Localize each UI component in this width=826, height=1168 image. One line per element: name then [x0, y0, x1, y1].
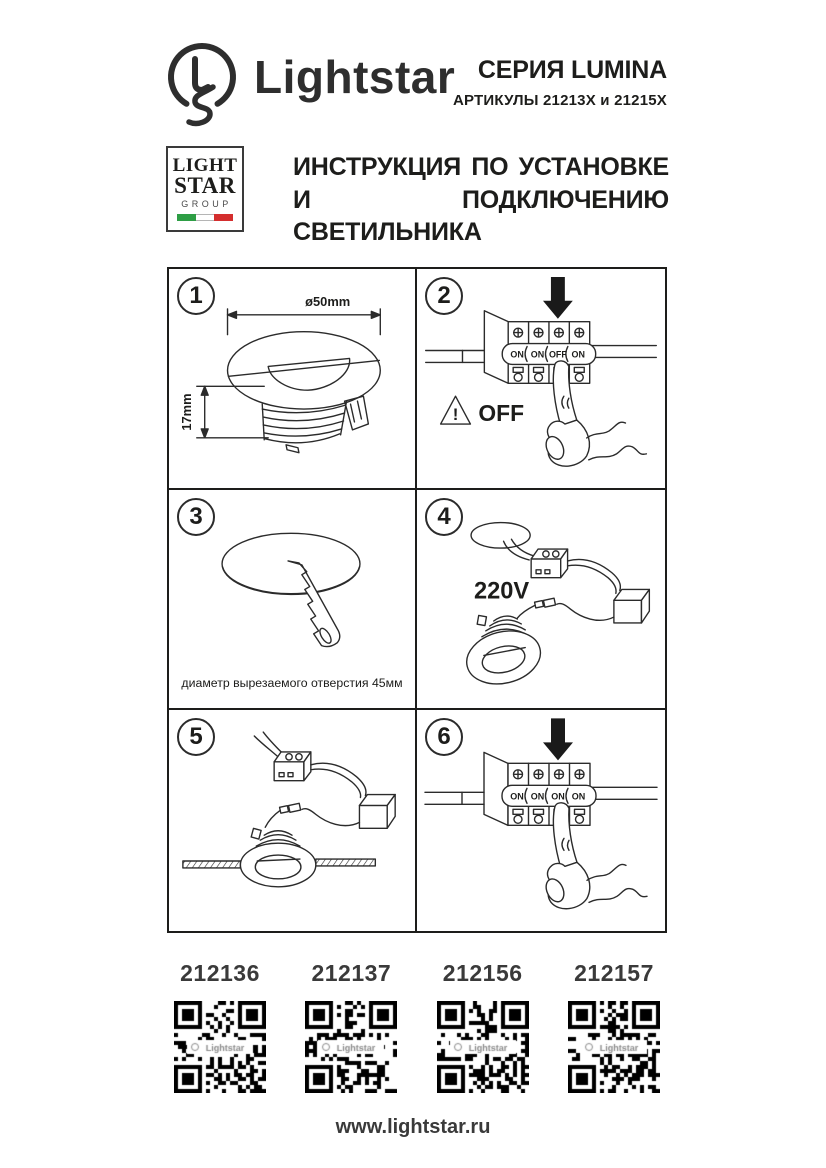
ceiling-hatch-right: [316, 859, 376, 866]
title-line-1: ИНСТРУКЦИЯ ПО УСТАНОВКЕ: [293, 153, 669, 181]
step-5-panel: [169, 710, 417, 931]
lsg-star: STAR: [174, 172, 236, 198]
breaker-label: ON: [510, 349, 524, 360]
driver-box: [359, 795, 395, 829]
steps-grid: [167, 267, 667, 933]
qr-item: [163, 960, 277, 1093]
website-url: www.lightstar.ru: [335, 1116, 491, 1138]
wire-connector: [289, 804, 301, 813]
fixture: [461, 615, 546, 691]
qr-item: [294, 960, 408, 1093]
ceiling-hole: [471, 522, 530, 548]
italian-flag-bar: [177, 214, 233, 221]
step-number-badge: 1: [177, 277, 215, 315]
qr-code: [305, 1001, 397, 1093]
step-number-badge: 4: [425, 498, 463, 536]
qr-item: [557, 960, 671, 1093]
qr-item: [426, 960, 540, 1093]
brand-wordmark: Lightstar: [254, 51, 456, 103]
step-number-badge: 5: [177, 718, 215, 756]
down-arrow-icon: [543, 277, 573, 319]
breaker-label: OFF: [548, 349, 567, 360]
series-block: [453, 56, 667, 109]
lsg-group: GROUP: [181, 199, 232, 210]
step-number-badge: 2: [425, 277, 463, 315]
breaker-label: ON: [571, 791, 586, 802]
article-numbers: АРТИКУЛЫ 21213X и 21215X: [452, 92, 667, 109]
qr-section: [163, 960, 671, 1093]
wire-connector: [543, 598, 555, 607]
series-title: СЕРИЯ LUMINA: [477, 56, 667, 84]
article-number: 212137: [311, 960, 392, 986]
breaker-label: ON: [551, 791, 565, 802]
lightstar-bulb-icon: [157, 36, 253, 134]
saw-blade: [288, 561, 340, 647]
warning-off: [441, 396, 524, 426]
page-title: [293, 151, 669, 249]
article-number: 212157: [574, 960, 654, 986]
driver-box: [614, 589, 649, 622]
qr-code: [437, 1001, 529, 1093]
lsg-light: LIGHT: [172, 154, 238, 176]
qr-code: [174, 1001, 266, 1093]
step-2-panel: [417, 269, 665, 490]
step-4-panel: [417, 490, 665, 711]
article-number: 212156: [442, 960, 523, 986]
terminal-block: [274, 752, 311, 781]
breaker-label: ON: [530, 349, 545, 360]
height-dimension-label: 17mm: [178, 393, 194, 431]
step-number-badge: 6: [425, 718, 463, 756]
off-label: OFF: [478, 400, 525, 427]
step-3-panel: [169, 490, 417, 711]
cutout-caption: диаметр вырезаемого отверстия 45мм: [181, 675, 403, 690]
title-line-2: И ПОДКЛЮЧЕНИЮ СВЕТИЛЬНИКА: [293, 185, 669, 246]
step-number-badge: 3: [177, 498, 215, 536]
ceiling-hatch-left: [183, 861, 241, 868]
step-6-panel: [417, 710, 665, 931]
lightstar-group-logo: [166, 146, 244, 232]
diameter-dimension-label: ø50mm: [305, 293, 351, 309]
warning-exclamation: !: [452, 405, 459, 425]
qr-code: [568, 1001, 660, 1093]
article-number: 212136: [180, 960, 260, 986]
terminal-block: [531, 549, 567, 578]
breaker-label: ON: [510, 791, 524, 802]
step-1-panel: [169, 269, 417, 490]
breaker-label: ON: [530, 791, 545, 802]
pointing-hand: [543, 361, 647, 466]
fixture-mounted: [183, 829, 375, 887]
voltage-label: 220V: [474, 578, 530, 605]
breaker-label: ON: [571, 349, 585, 360]
pointing-hand: [543, 803, 647, 909]
down-arrow-icon: [543, 719, 573, 761]
